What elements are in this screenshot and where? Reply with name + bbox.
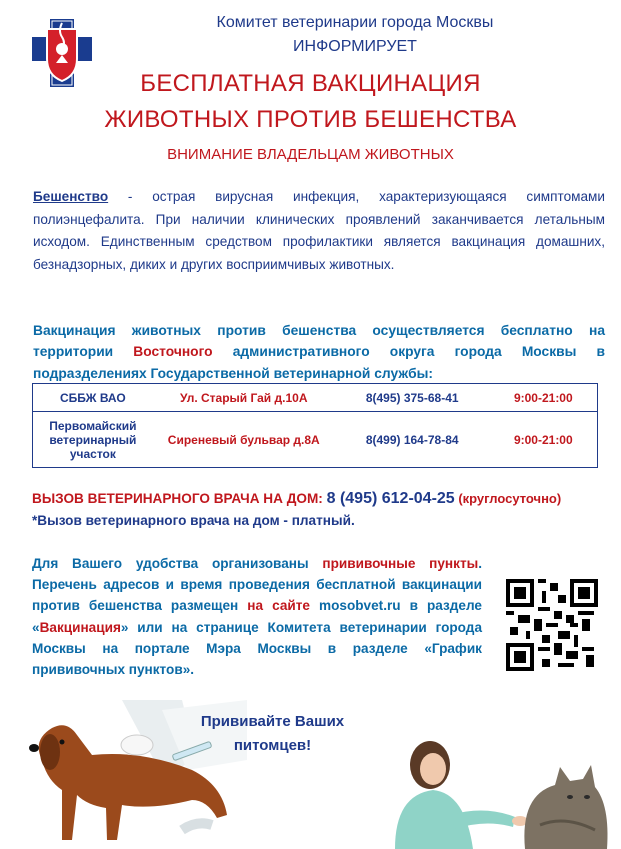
station-name: Первомайский ветеринарный участок [49, 418, 137, 461]
station-phone: 8(499) 164-78-84 [365, 432, 459, 447]
paid-call-note: *Вызов ветеринарного врача на дом - платный. [32, 513, 355, 528]
rabies-term: Бешенство [33, 189, 109, 204]
station-address: Ул. Старый Гай д.10А [179, 390, 308, 405]
district-highlight: Восточного [133, 344, 213, 360]
conv-text-3: mosobvet.ru в разделе « [32, 598, 482, 635]
station-hours: 9:00-21:00 [513, 432, 573, 447]
attention-subtitle: ВНИМАНИЕ ВЛАДЕЛЬЦАМ ЖИВОТНЫХ [167, 146, 454, 163]
vaccination-text-before: Вакцинация животных против бешенства осуществляется бесплатно на территории [33, 323, 605, 360]
vet-stations-table [32, 383, 598, 468]
conv-text-4: » или на странице Комитета ветеринарии города Москвы на портале Мэра Москвы в разделе «График прививочных пунктов». [32, 619, 482, 678]
home-call-label: ВЫЗОВ ВЕТЕРИНАРНОГО ВРАЧА НА ДОМ: [32, 491, 327, 506]
vaccination-section-highlight: Вакцинация [39, 619, 121, 635]
station-hours: 9:00-21:00 [513, 390, 573, 405]
rabies-description: - острая вирусная инфекция, характеризующаяся симптомами полиэнцефалита. При наличии клинических проявлений заканчивается летальным исходом. Единственным средством профилактики является вакцинация домашних, безнадзорных, диких и других восприимчивых животных. [33, 189, 605, 272]
table-row [33, 412, 598, 468]
slogan: Прививайте Ваших питомцев! [200, 713, 345, 754]
cat-vaccination-illustration [355, 735, 610, 849]
qr-code-icon[interactable] [506, 579, 598, 671]
table-row [33, 384, 598, 412]
vaccination-points-info [32, 553, 482, 680]
home-call-note: (круглосуточно) [454, 491, 562, 506]
vaccination-info [33, 320, 605, 384]
conv-text-1: Для Вашего удобства организованы [32, 556, 323, 571]
station-phone: 8(495) 375-68-41 [365, 390, 459, 405]
rabies-definition [33, 186, 605, 276]
vaccination-text-after: административного округа города Москвы в подразделениях Государственной ветеринарной службы: [33, 344, 606, 381]
page-title-line2: ЖИВОТНЫХ ПРОТИВ БЕШЕНСТВА [104, 106, 517, 133]
header-line2: ИНФОРМИРУЕТ [293, 38, 417, 55]
vaccination-points-highlight: прививочные пункты [322, 556, 479, 571]
conv-text-2: . Перечень адресов и время проведения бесплатной вакцинации против бешенства размещен [32, 556, 482, 614]
station-name: СББЖ ВАО [60, 390, 126, 405]
home-call-phone: 8 (495) 612-04-25 [326, 490, 455, 507]
page-title-line1: БЕСПЛАТНАЯ ВАКЦИНАЦИЯ [140, 70, 481, 97]
home-call-line [32, 490, 612, 508]
header-line1: Комитет ветеринарии города Москвы [216, 14, 494, 31]
station-address: Сиреневый бульвар д.8А [167, 432, 320, 447]
website-highlight: на сайте [247, 598, 310, 614]
